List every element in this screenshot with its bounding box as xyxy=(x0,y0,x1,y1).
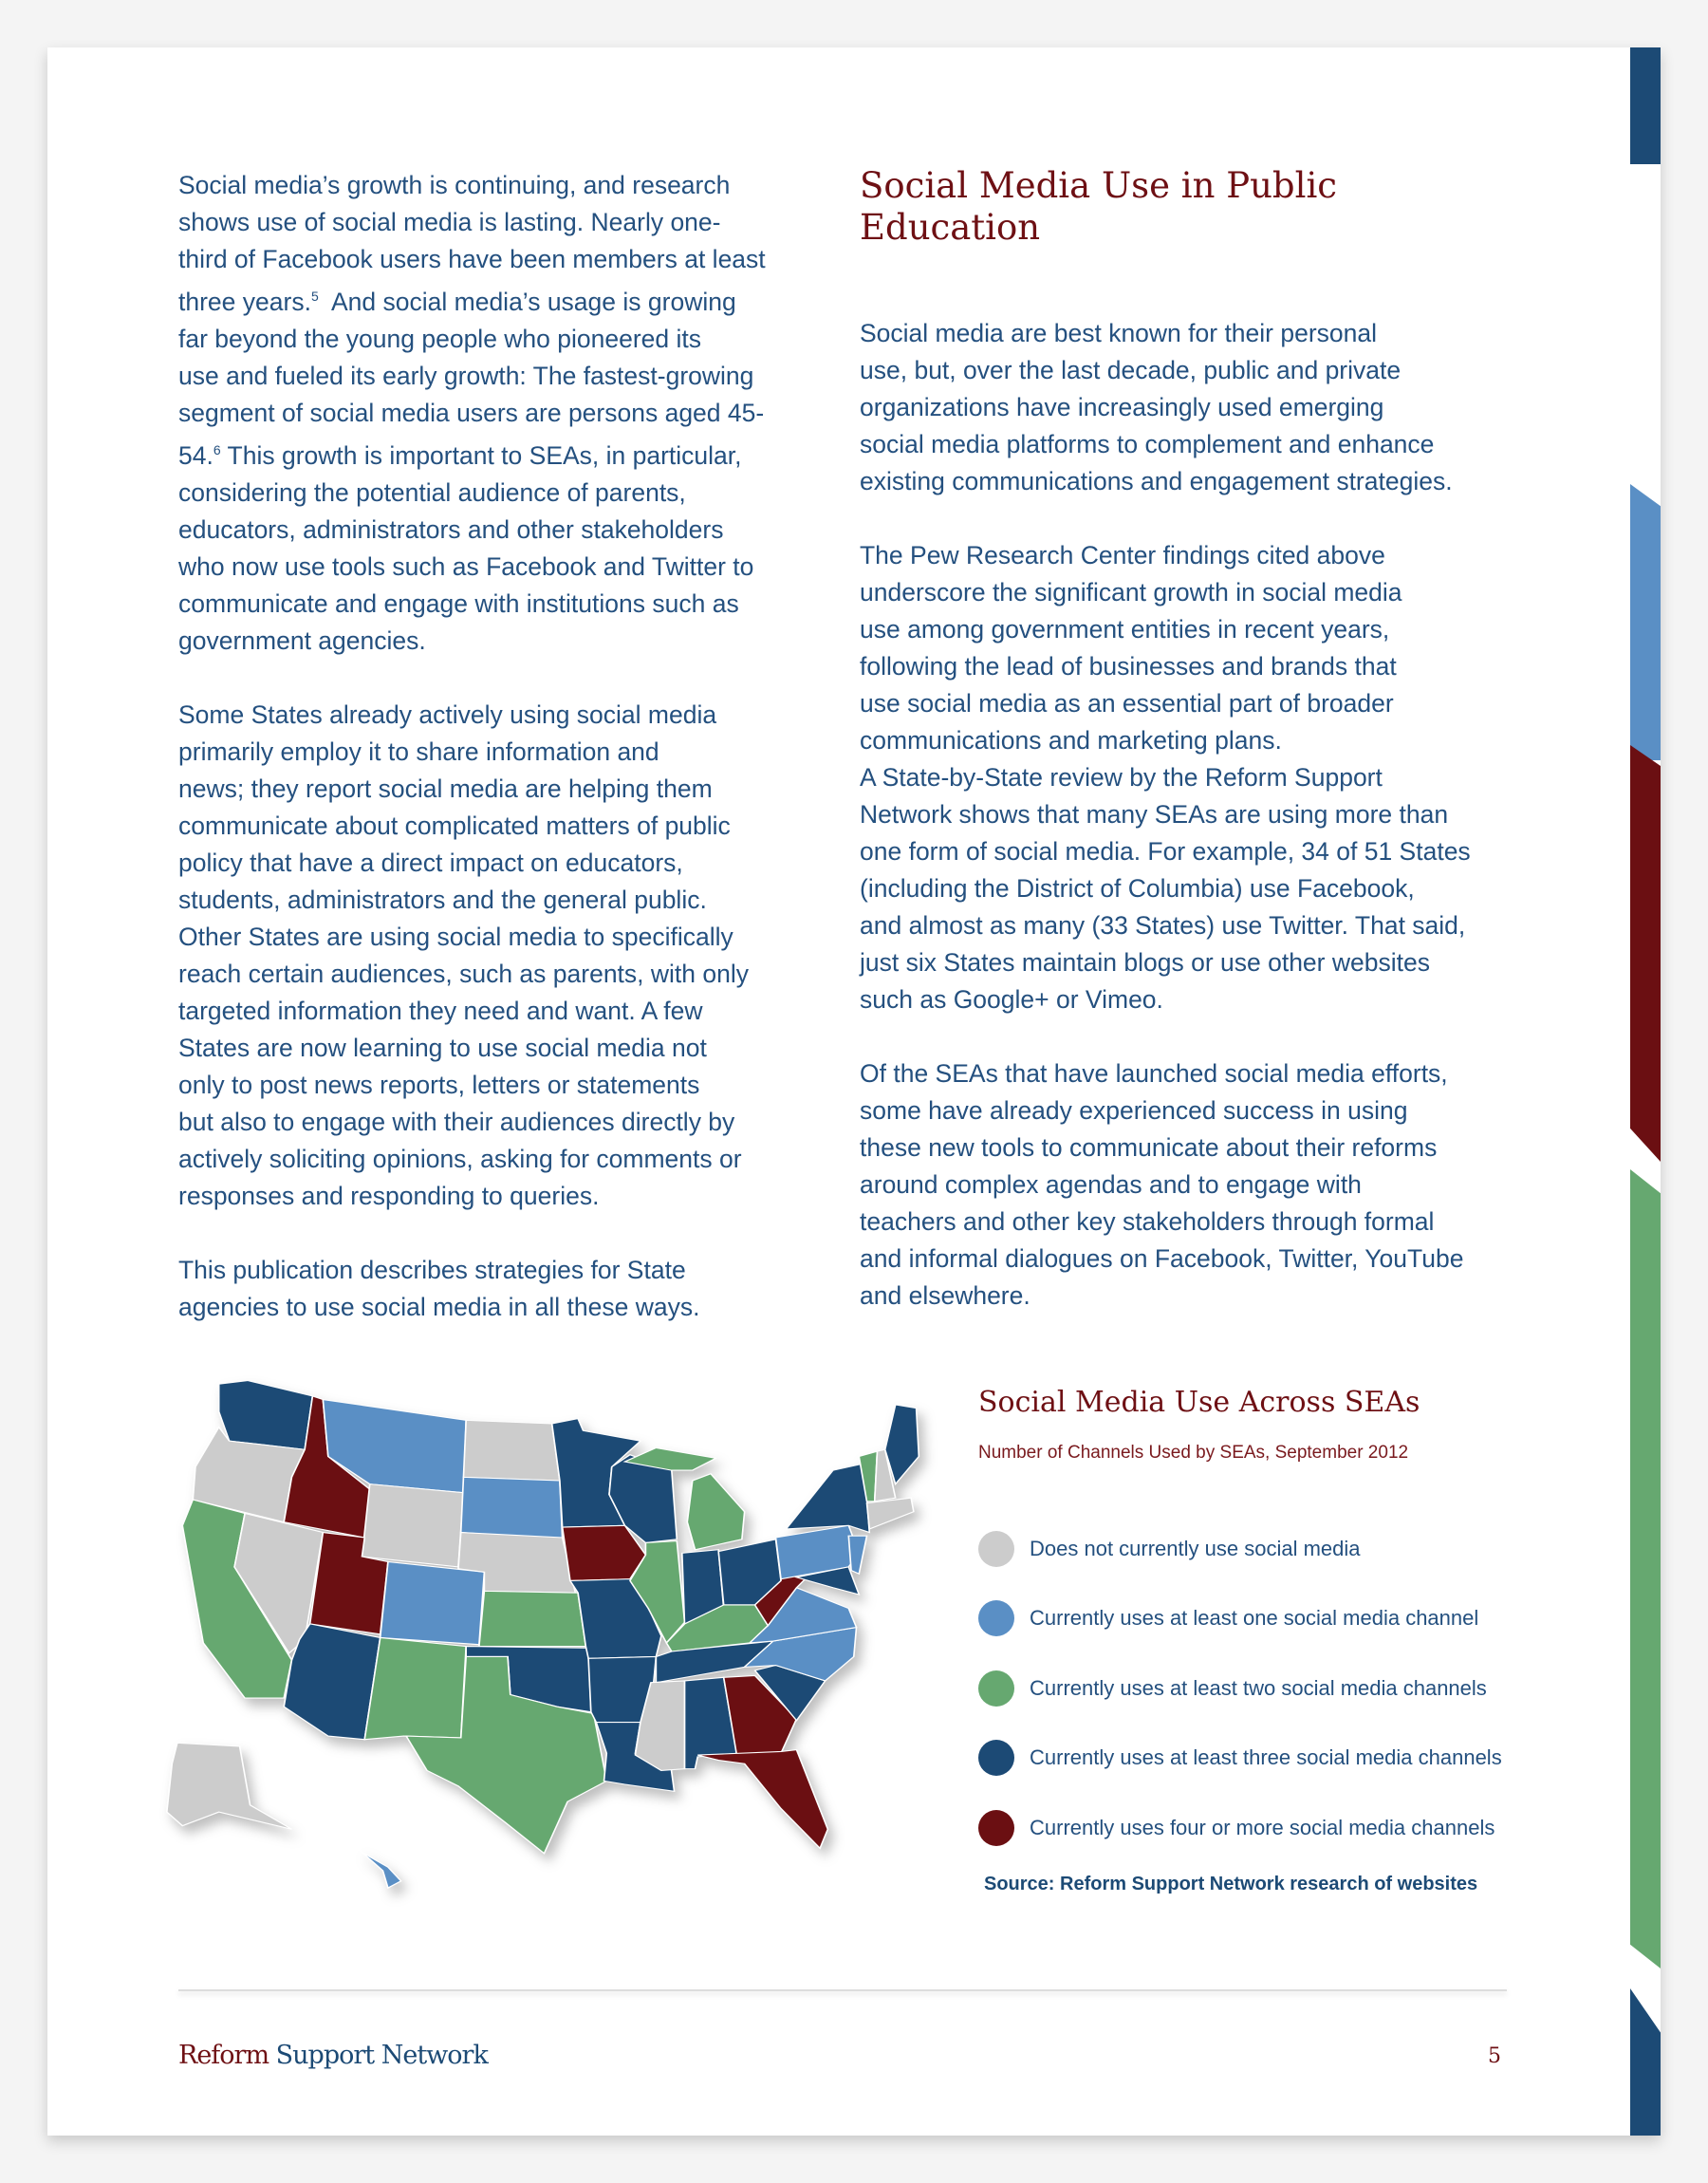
legend-label: Currently uses at least two social media channels xyxy=(1030,1675,1487,1700)
text-fragment: communications and marketing plans. xyxy=(860,726,1282,755)
text-fragment: around complex agendas and to engage with xyxy=(860,1170,1362,1199)
text-fragment: 54. xyxy=(178,440,214,470)
text-line xyxy=(860,685,1471,722)
text-line xyxy=(860,611,1471,648)
text-fragment: Of the SEAs that have launched social media efforts, xyxy=(860,1059,1448,1088)
legend-dot-icon xyxy=(978,1531,1014,1567)
text-fragment: Other States are using social media to specifically xyxy=(178,922,733,951)
text-line xyxy=(178,1030,766,1067)
footnote-marker: 5 xyxy=(310,289,319,304)
text-fragment: Social media’s growth is continuing, and research xyxy=(178,171,731,199)
document-page xyxy=(47,47,1661,2136)
text-line xyxy=(860,389,1471,426)
state-nd xyxy=(463,1420,559,1481)
text-fragment: some have already experienced success in using xyxy=(860,1096,1408,1125)
text-line xyxy=(178,919,766,956)
section-heading xyxy=(860,165,1337,249)
decorative-strip-red xyxy=(1630,745,1661,1162)
map-source: Source: Reform Support Network research of websites xyxy=(984,1874,1478,1894)
text-line xyxy=(860,944,1471,981)
state-co xyxy=(381,1561,485,1644)
text-line xyxy=(178,734,766,771)
text-line xyxy=(178,512,766,549)
text-line xyxy=(860,1129,1471,1166)
paragraph-known-for xyxy=(860,315,1471,500)
state-wy xyxy=(362,1484,463,1567)
state-az xyxy=(284,1624,380,1740)
text-fragment: Network shows that many SEAs are using more than xyxy=(860,800,1449,829)
text-fragment: responses and responding to queries. xyxy=(178,1181,600,1210)
decorative-strip-blue xyxy=(1630,47,1661,164)
text-fragment: but also to engage with their audiences directly by xyxy=(178,1107,735,1136)
text-fragment: A State-by-State review by the Reform Support xyxy=(860,763,1383,792)
text-fragment: Some States already actively using social media xyxy=(178,700,717,729)
text-fragment: communicate about complicated matters of public xyxy=(178,811,731,840)
state-ia xyxy=(563,1525,646,1580)
text-line xyxy=(860,1241,1471,1278)
text-fragment: and elsewhere. xyxy=(860,1281,1030,1310)
text-fragment: Social media are best known for their personal xyxy=(860,319,1378,347)
text-fragment: and almost as many (33 States) use Twitter. That said, xyxy=(860,911,1466,940)
text-line xyxy=(860,1055,1471,1092)
text-line xyxy=(178,808,766,845)
text-line xyxy=(178,845,766,882)
text-fragment: And social media’s usage is growing xyxy=(318,287,736,316)
text-fragment: States are now learning to use social media not xyxy=(178,1033,707,1062)
text-line xyxy=(860,426,1471,463)
text-fragment: reach certain audiences, such as parents, with only xyxy=(178,959,749,988)
text-fragment: use social media as an essential part of broader xyxy=(860,689,1394,718)
text-fragment: just six States maintain blogs or use other websites xyxy=(860,948,1430,977)
text-line xyxy=(178,204,766,241)
legend-item xyxy=(978,1653,1502,1724)
map-title: Social Media Use Across SEAs xyxy=(978,1386,1420,1419)
state-ak xyxy=(167,1743,292,1829)
text-fragment: (including the District of Columbia) use Facebook, xyxy=(860,874,1415,903)
text-line xyxy=(860,463,1471,500)
text-line xyxy=(178,1178,766,1215)
state-sd xyxy=(461,1477,563,1539)
text-line xyxy=(860,648,1471,685)
legend-dot-icon xyxy=(978,1740,1014,1776)
text-line xyxy=(178,1289,766,1326)
map-legend xyxy=(978,1514,1502,1863)
text-line xyxy=(178,1141,766,1178)
text-fragment: students, administrators and the general public. xyxy=(178,885,707,914)
text-line xyxy=(860,759,1471,796)
text-line xyxy=(860,315,1471,352)
text-line xyxy=(178,358,766,395)
text-fragment: three years. xyxy=(178,287,311,316)
text-fragment: agencies to use social media in all these ways. xyxy=(178,1292,700,1321)
text-fragment: policy that have a direct impact on educators, xyxy=(178,848,683,877)
text-fragment: third of Facebook users have been members at least xyxy=(178,245,766,273)
legend-label: Currently uses at least one social media channel xyxy=(1030,1606,1479,1631)
text-line xyxy=(860,870,1471,907)
text-line xyxy=(178,697,766,734)
state-ma xyxy=(867,1498,914,1529)
text-line xyxy=(178,278,766,321)
legend-dot-icon xyxy=(978,1600,1014,1636)
legend-item xyxy=(978,1584,1502,1654)
legend-dot-icon xyxy=(978,1670,1014,1707)
decorative-strip-light-blue xyxy=(1630,484,1661,760)
text-line xyxy=(860,796,1471,833)
map-subtitle: Number of Channels Used by SEAs, September 2012 xyxy=(978,1443,1409,1463)
text-line xyxy=(860,1092,1471,1129)
text-line xyxy=(178,549,766,586)
paragraph-success xyxy=(860,1055,1471,1315)
text-fragment: targeted information they need and want. A few xyxy=(178,996,703,1025)
text-line xyxy=(178,586,766,623)
state-ny xyxy=(786,1464,869,1533)
footer-brand xyxy=(178,2041,488,2070)
text-line xyxy=(178,475,766,512)
text-fragment: educators, administrators and other stakeholders xyxy=(178,514,724,544)
footnote-marker: 6 xyxy=(213,441,221,457)
text-line xyxy=(178,1067,766,1104)
text-line xyxy=(178,167,766,204)
text-fragment: one form of social media. For example, 34 of 51 States xyxy=(860,837,1471,866)
paragraph-growth xyxy=(178,167,766,660)
text-fragment: such as Google+ or Vimeo. xyxy=(860,985,1163,1014)
text-line xyxy=(860,352,1471,389)
text-fragment: use, but, over the last decade, public and private xyxy=(860,356,1402,384)
state-nj xyxy=(848,1536,866,1574)
text-line xyxy=(178,771,766,808)
right-column xyxy=(860,315,1471,1315)
text-fragment: existing communications and engagement strategies. xyxy=(860,467,1453,495)
brand-support-network: Support Network xyxy=(275,2041,488,2070)
text-line xyxy=(860,1203,1471,1241)
legend-item xyxy=(978,1793,1502,1863)
text-fragment: far beyond the young people who pioneered its xyxy=(178,324,702,353)
text-fragment: these new tools to communicate about their reforms xyxy=(860,1133,1438,1162)
heading-line: Education xyxy=(860,207,1041,248)
text-fragment: primarily employ it to share information and xyxy=(178,737,659,766)
state-ks xyxy=(479,1591,585,1646)
text-fragment: social media platforms to complement and enhance xyxy=(860,430,1435,458)
text-fragment: organizations have increasingly used emerging xyxy=(860,393,1384,421)
state-wa xyxy=(219,1381,313,1450)
text-line xyxy=(178,321,766,358)
text-fragment: considering the potential audience of parents, xyxy=(178,477,686,507)
text-line xyxy=(860,1166,1471,1203)
paragraph-states xyxy=(178,697,766,1215)
text-line xyxy=(178,623,766,660)
text-fragment: The Pew Research Center findings cited above xyxy=(860,541,1385,569)
text-fragment: use among government entities in recent years, xyxy=(860,615,1390,644)
text-fragment: and informal dialogues on Facebook, Twitter, YouTube xyxy=(860,1244,1464,1273)
text-line xyxy=(860,537,1471,574)
text-fragment: actively soliciting opinions, asking for comments or xyxy=(178,1144,742,1173)
text-fragment: underscore the significant growth in social media xyxy=(860,578,1402,606)
decorative-strip-blue-bottom xyxy=(1630,1988,1661,2136)
paragraph-pew xyxy=(860,537,1471,1018)
legend-label: Currently uses at least three social media channels xyxy=(1030,1745,1502,1770)
left-column xyxy=(178,167,766,1326)
footer-divider xyxy=(178,1989,1507,1991)
text-line xyxy=(860,907,1471,944)
legend-label: Currently uses four or more social media channels xyxy=(1030,1815,1495,1839)
text-line xyxy=(178,241,766,278)
state-mi xyxy=(687,1474,744,1550)
text-line xyxy=(860,833,1471,870)
text-line xyxy=(178,432,766,475)
text-line xyxy=(178,882,766,919)
text-fragment: only to post news reports, letters or statements xyxy=(178,1070,700,1099)
text-fragment: communicate and engage with institutions such as xyxy=(178,588,739,618)
decorative-strip-green xyxy=(1630,1169,1661,1968)
text-fragment: use and fueled its early growth: The fastest-growing xyxy=(178,361,754,390)
paragraph-publication xyxy=(178,1252,766,1326)
text-fragment: following the lead of businesses and brands that xyxy=(860,652,1397,681)
text-line xyxy=(178,1104,766,1141)
state-fl xyxy=(697,1750,827,1849)
state-nm xyxy=(364,1637,466,1739)
text-fragment: government agencies. xyxy=(178,625,426,655)
text-fragment: who now use tools such as Facebook and Twitter to xyxy=(178,551,754,581)
text-line xyxy=(860,1278,1471,1315)
text-line xyxy=(860,722,1471,759)
state-hi xyxy=(360,1850,401,1888)
text-fragment: shows use of social media is lasting. Nearly one- xyxy=(178,208,721,236)
legend-item xyxy=(978,1724,1502,1794)
text-line xyxy=(860,574,1471,611)
text-fragment: This growth is important to SEAs, in particular, xyxy=(220,440,742,470)
text-fragment: segment of social media users are persons aged 45- xyxy=(178,398,765,427)
text-fragment: This publication describes strategies for State xyxy=(178,1255,686,1284)
legend-item xyxy=(978,1514,1502,1584)
text-line xyxy=(178,1252,766,1289)
brand-reform: Reform xyxy=(178,2041,269,2070)
text-line xyxy=(178,395,766,432)
legend-label: Does not currently use social media xyxy=(1030,1536,1361,1560)
page-number: 5 xyxy=(1488,2044,1501,2068)
us-state-map xyxy=(104,1367,920,1898)
text-line xyxy=(178,993,766,1030)
heading-line: Social Media Use in Public xyxy=(860,165,1338,206)
text-line xyxy=(178,956,766,993)
text-line xyxy=(860,981,1471,1018)
text-fragment: news; they report social media are helping them xyxy=(178,774,713,803)
text-fragment: teachers and other key stakeholders through formal xyxy=(860,1207,1435,1236)
legend-dot-icon xyxy=(978,1810,1014,1846)
